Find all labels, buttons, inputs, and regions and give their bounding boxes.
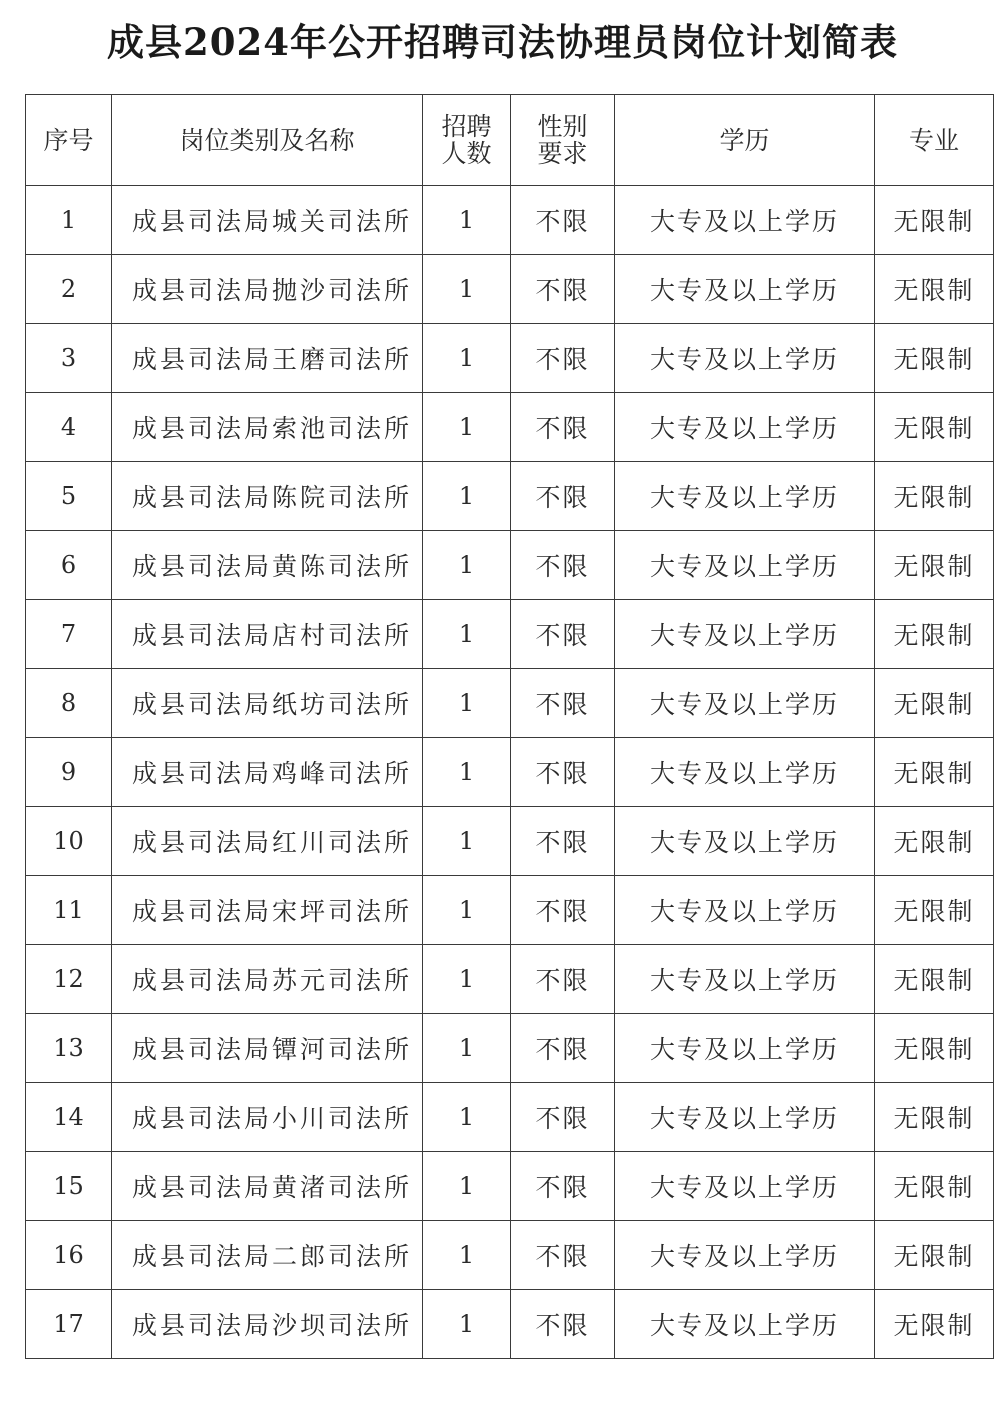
table-row <box>26 945 994 1014</box>
table-row <box>26 807 994 876</box>
cell-education: 大专及以上学历 <box>615 324 875 393</box>
cell-name: 成县司法局镡河司法所 <box>112 1014 423 1083</box>
cell-count: 1 <box>423 1290 511 1359</box>
header-education: 学历 <box>615 95 875 186</box>
cell-name: 成县司法局小川司法所 <box>112 1083 423 1152</box>
cell-seq: 12 <box>26 945 112 1014</box>
cell-gender: 不限 <box>511 669 615 738</box>
cell-major: 无限制 <box>875 393 994 462</box>
cell-count: 1 <box>423 393 511 462</box>
cell-count: 1 <box>423 1083 511 1152</box>
table-row <box>26 669 994 738</box>
table-row <box>26 738 994 807</box>
cell-seq: 16 <box>26 1221 112 1290</box>
cell-name: 成县司法局鸡峰司法所 <box>112 738 423 807</box>
cell-education: 大专及以上学历 <box>615 600 875 669</box>
cell-education: 大专及以上学历 <box>615 531 875 600</box>
cell-gender: 不限 <box>511 1290 615 1359</box>
cell-name: 成县司法局陈院司法所 <box>112 462 423 531</box>
header-gender-line1: 性别 <box>537 112 588 141</box>
cell-education: 大专及以上学历 <box>615 807 875 876</box>
cell-name: 成县司法局二郎司法所 <box>112 1221 423 1290</box>
cell-seq: 6 <box>26 531 112 600</box>
cell-gender: 不限 <box>511 255 615 324</box>
table-row <box>26 876 994 945</box>
cell-gender: 不限 <box>511 393 615 462</box>
table-row <box>26 600 994 669</box>
table-row <box>26 1014 994 1083</box>
cell-seq: 1 <box>26 186 112 255</box>
table-row <box>26 393 994 462</box>
cell-name: 成县司法局城关司法所 <box>112 186 423 255</box>
cell-name: 成县司法局黄陈司法所 <box>112 531 423 600</box>
cell-name: 成县司法局王磨司法所 <box>112 324 423 393</box>
cell-gender: 不限 <box>511 807 615 876</box>
cell-count: 1 <box>423 462 511 531</box>
table-body <box>26 186 994 1359</box>
cell-name: 成县司法局红川司法所 <box>112 807 423 876</box>
cell-name: 成县司法局黄渚司法所 <box>112 1152 423 1221</box>
cell-count: 1 <box>423 738 511 807</box>
table-row <box>26 1221 994 1290</box>
cell-gender: 不限 <box>511 324 615 393</box>
cell-education: 大专及以上学历 <box>615 1290 875 1359</box>
cell-gender: 不限 <box>511 600 615 669</box>
cell-seq: 8 <box>26 669 112 738</box>
cell-education: 大专及以上学历 <box>615 738 875 807</box>
header-major: 专业 <box>875 95 994 186</box>
cell-seq: 5 <box>26 462 112 531</box>
cell-education: 大专及以上学历 <box>615 1014 875 1083</box>
cell-education: 大专及以上学历 <box>615 255 875 324</box>
table-row <box>26 255 994 324</box>
cell-count: 1 <box>423 1014 511 1083</box>
cell-gender: 不限 <box>511 1221 615 1290</box>
cell-gender: 不限 <box>511 186 615 255</box>
cell-count: 1 <box>423 807 511 876</box>
cell-major: 无限制 <box>875 738 994 807</box>
cell-seq: 4 <box>26 393 112 462</box>
cell-name: 成县司法局店村司法所 <box>112 600 423 669</box>
cell-gender: 不限 <box>511 876 615 945</box>
cell-name: 成县司法局纸坊司法所 <box>112 669 423 738</box>
header-name: 岗位类别及名称 <box>112 95 423 186</box>
cell-name: 成县司法局索池司法所 <box>112 393 423 462</box>
cell-seq: 7 <box>26 600 112 669</box>
cell-seq: 10 <box>26 807 112 876</box>
header-gender <box>511 95 615 186</box>
cell-education: 大专及以上学历 <box>615 1152 875 1221</box>
table-row <box>26 531 994 600</box>
cell-major: 无限制 <box>875 600 994 669</box>
cell-seq: 15 <box>26 1152 112 1221</box>
cell-count: 1 <box>423 669 511 738</box>
cell-count: 1 <box>423 324 511 393</box>
cell-education: 大专及以上学历 <box>615 1083 875 1152</box>
table-row <box>26 324 994 393</box>
cell-seq: 3 <box>26 324 112 393</box>
table-row <box>26 1290 994 1359</box>
cell-gender: 不限 <box>511 531 615 600</box>
cell-name: 成县司法局沙坝司法所 <box>112 1290 423 1359</box>
cell-count: 1 <box>423 531 511 600</box>
header-count-line2: 人数 <box>441 139 492 168</box>
cell-major: 无限制 <box>875 255 994 324</box>
cell-education: 大专及以上学历 <box>615 669 875 738</box>
cell-name: 成县司法局抛沙司法所 <box>112 255 423 324</box>
cell-gender: 不限 <box>511 1083 615 1152</box>
cell-education: 大专及以上学历 <box>615 393 875 462</box>
cell-major: 无限制 <box>875 1290 994 1359</box>
cell-major: 无限制 <box>875 1152 994 1221</box>
cell-seq: 14 <box>26 1083 112 1152</box>
page-title: 成县2024年公开招聘司法协理员岗位计划简表 <box>107 20 898 64</box>
table-row <box>26 186 994 255</box>
cell-major: 无限制 <box>875 186 994 255</box>
cell-education: 大专及以上学历 <box>615 945 875 1014</box>
cell-major: 无限制 <box>875 324 994 393</box>
cell-seq: 2 <box>26 255 112 324</box>
cell-major: 无限制 <box>875 1221 994 1290</box>
cell-major: 无限制 <box>875 531 994 600</box>
cell-gender: 不限 <box>511 1014 615 1083</box>
table-row <box>26 1152 994 1221</box>
header-row <box>26 95 994 186</box>
cell-count: 1 <box>423 255 511 324</box>
cell-major: 无限制 <box>875 462 994 531</box>
cell-major: 无限制 <box>875 807 994 876</box>
cell-gender: 不限 <box>511 462 615 531</box>
cell-gender: 不限 <box>511 945 615 1014</box>
header-gender-line2: 要求 <box>537 139 588 168</box>
cell-count: 1 <box>423 186 511 255</box>
cell-count: 1 <box>423 1152 511 1221</box>
cell-education: 大专及以上学历 <box>615 876 875 945</box>
cell-major: 无限制 <box>875 945 994 1014</box>
cell-education: 大专及以上学历 <box>615 1221 875 1290</box>
position-plan-table <box>25 94 994 1359</box>
cell-gender: 不限 <box>511 1152 615 1221</box>
cell-major: 无限制 <box>875 1014 994 1083</box>
header-seq: 序号 <box>26 95 112 186</box>
cell-seq: 9 <box>26 738 112 807</box>
cell-education: 大专及以上学历 <box>615 462 875 531</box>
cell-major: 无限制 <box>875 669 994 738</box>
cell-seq: 11 <box>26 876 112 945</box>
cell-seq: 17 <box>26 1290 112 1359</box>
cell-major: 无限制 <box>875 1083 994 1152</box>
header-count-line1: 招聘 <box>441 112 492 141</box>
cell-gender: 不限 <box>511 738 615 807</box>
cell-count: 1 <box>423 876 511 945</box>
cell-major: 无限制 <box>875 876 994 945</box>
table-header <box>26 95 994 186</box>
cell-name: 成县司法局苏元司法所 <box>112 945 423 1014</box>
header-count <box>423 95 511 186</box>
cell-education: 大专及以上学历 <box>615 186 875 255</box>
table-row <box>26 462 994 531</box>
cell-name: 成县司法局宋坪司法所 <box>112 876 423 945</box>
table-row <box>26 1083 994 1152</box>
cell-count: 1 <box>423 1221 511 1290</box>
cell-count: 1 <box>423 600 511 669</box>
cell-seq: 13 <box>26 1014 112 1083</box>
cell-count: 1 <box>423 945 511 1014</box>
